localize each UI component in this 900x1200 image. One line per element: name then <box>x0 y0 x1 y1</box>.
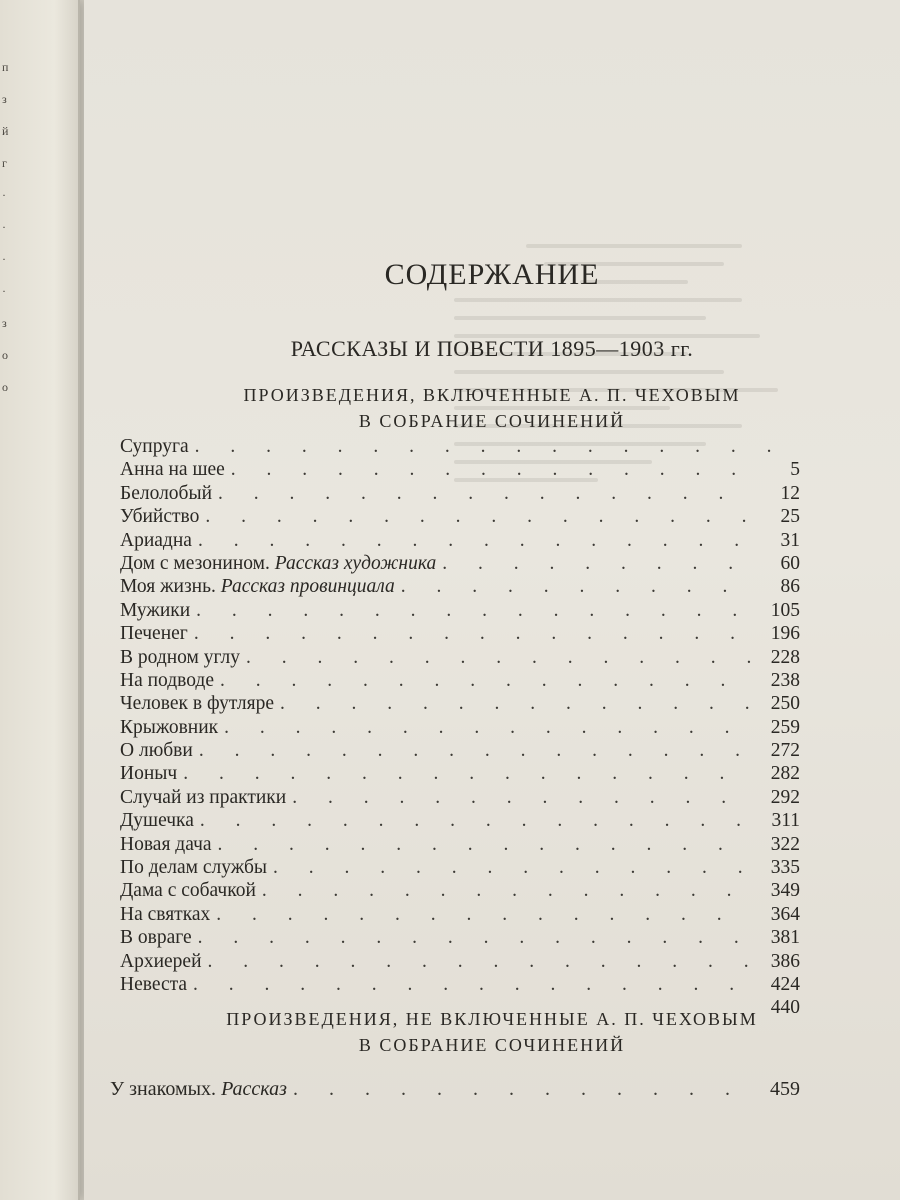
entry-title-text: Печенег <box>120 623 188 645</box>
entry-page-number: 238 <box>770 669 800 691</box>
entry-title-text: Анна на шее <box>120 459 225 481</box>
entry-title-text: В родном углу <box>120 646 241 668</box>
entry-title <box>120 575 395 598</box>
entry-title-text: Мужики <box>120 599 191 621</box>
entry-title <box>120 622 188 645</box>
entry-title-text: Крыжовник <box>120 716 219 738</box>
entry-title-text: Убийство <box>120 506 200 528</box>
dot-leader <box>231 458 752 481</box>
toc-entry[interactable] <box>120 435 800 458</box>
entry-title <box>120 786 286 809</box>
dot-leader <box>442 552 752 575</box>
entry-title-text: На подводе <box>120 669 214 691</box>
entry-title <box>120 505 199 528</box>
dot-leader <box>205 505 752 528</box>
entry-page-number: 282 <box>770 763 800 785</box>
entry-subtitle: Рассказ <box>221 1078 287 1100</box>
entry-title-text: Новая дача <box>120 833 212 855</box>
entry-title-text: Ионыч <box>120 763 178 785</box>
dot-leader <box>198 926 752 949</box>
toc-entry[interactable] <box>120 786 800 809</box>
toc-entry[interactable] <box>120 762 800 785</box>
dot-leader <box>198 529 752 552</box>
facing-page-mark: п <box>2 60 9 74</box>
entry-title <box>120 950 202 973</box>
entry-page-number: 292 <box>770 786 800 808</box>
toc-entry[interactable] <box>120 552 800 575</box>
entry-page-number: 25 <box>780 506 800 528</box>
toc-entry[interactable] <box>120 809 800 832</box>
entry-title <box>120 692 274 715</box>
toc-entry[interactable] <box>120 575 800 598</box>
entry-title-text: О любви <box>120 740 193 762</box>
dot-leader <box>218 482 752 505</box>
section-heading-excluded <box>84 1006 900 1058</box>
entry-title <box>120 599 190 622</box>
entry-title-text: Дама с собачкой <box>120 880 256 902</box>
section-heading-line: ПРОИЗВЕДЕНИЯ, ВКЛЮЧЕННЫЕ А. П. ЧЕХОВЫМ <box>243 385 741 405</box>
entry-page-number: 12 <box>780 482 800 504</box>
page-title: СОДЕРЖАНИЕ <box>384 258 600 291</box>
facing-page-mark: · <box>2 188 6 202</box>
entry-title-text: На святках <box>120 903 211 925</box>
entry-page-number: 364 <box>770 903 800 925</box>
entry-page-number: 386 <box>770 950 800 972</box>
toc-entry[interactable] <box>120 833 800 856</box>
facing-page-mark: з <box>2 92 7 106</box>
facing-page-marks <box>2 60 16 395</box>
facing-page-mark: · <box>2 252 6 266</box>
entry-subtitle: Рассказ художника <box>274 552 437 574</box>
entry-title-text: По делам службы <box>120 857 268 879</box>
dot-leader <box>183 762 752 785</box>
contents-list-excluded <box>110 1078 800 1101</box>
dot-leader <box>246 646 752 669</box>
dot-leader <box>195 435 794 458</box>
entry-title <box>110 1078 287 1101</box>
entry-title-text: Ариадна <box>120 529 192 551</box>
facing-page-mark: · <box>2 220 6 234</box>
entry-page-number: 196 <box>770 623 800 645</box>
section-heading-line: В СОБРАНИЕ СОЧИНЕНИЙ <box>358 1035 626 1055</box>
toc-entry[interactable] <box>120 458 800 481</box>
facing-page-mark: й <box>2 124 9 138</box>
entry-title <box>120 833 212 856</box>
entry-title-text: Моя жизнь. <box>120 576 216 598</box>
dot-leader <box>280 692 752 715</box>
entry-title <box>120 926 192 949</box>
toc-entry[interactable] <box>110 1078 800 1101</box>
toc-entry[interactable] <box>120 669 800 692</box>
section-heading-included <box>84 382 900 434</box>
entry-page-number: 335 <box>770 857 800 879</box>
entry-title <box>120 646 240 669</box>
dot-leader <box>199 739 752 762</box>
entry-title <box>120 529 192 552</box>
dot-leader <box>200 809 752 832</box>
dot-leader <box>292 786 752 809</box>
entry-title <box>120 856 267 879</box>
entry-page-number: 86 <box>780 576 800 598</box>
entry-page-number: 250 <box>770 693 800 715</box>
entry-page-number: 105 <box>770 599 800 621</box>
entry-title-text: Архиерей <box>120 950 202 972</box>
entry-page-number: 5 <box>790 459 800 481</box>
entry-title <box>120 973 187 996</box>
dot-leader <box>220 669 752 692</box>
entry-title <box>120 482 212 505</box>
section-heading-line: ПРОИЗВЕДЕНИЯ, НЕ ВКЛЮЧЕННЫЕ А. П. ЧЕХОВЫМ <box>226 1009 758 1029</box>
entry-title-text: У знакомых. <box>110 1078 217 1100</box>
entry-title-text: Супруга <box>120 436 189 457</box>
entry-page-number: 311 <box>771 810 800 832</box>
entry-page-number: 424 <box>770 973 800 995</box>
entry-page-number: 228 <box>770 646 800 668</box>
entry-title <box>120 739 193 762</box>
dot-leader <box>216 903 752 926</box>
entry-page-number: 60 <box>780 552 800 574</box>
toc-entry[interactable] <box>120 599 800 622</box>
entry-title <box>120 552 436 575</box>
entry-page-number: 272 <box>770 740 800 762</box>
contents-list <box>120 435 800 1020</box>
entry-subtitle: Рассказ провинциала <box>220 576 395 598</box>
entry-title-text: Случай из практики <box>120 786 287 808</box>
toc-entry[interactable] <box>120 622 800 645</box>
dot-leader <box>196 599 752 622</box>
toc-entry[interactable] <box>120 950 800 973</box>
toc-entry[interactable] <box>120 903 800 926</box>
entry-page-number: 381 <box>770 927 800 949</box>
facing-page-mark: г <box>2 156 7 170</box>
entry-title-text: Белолобый <box>120 482 213 504</box>
facing-page-mark: о <box>2 380 8 394</box>
entry-title-text: Невеста <box>120 973 188 995</box>
entry-title <box>120 809 194 832</box>
dot-leader <box>193 973 752 996</box>
toc-entry[interactable] <box>120 692 800 715</box>
entry-page-number: 349 <box>770 880 800 902</box>
dot-leader <box>224 716 752 739</box>
entry-title <box>120 879 256 902</box>
entry-title-text: Душечка <box>120 810 194 832</box>
entry-title <box>120 903 210 926</box>
entry-title <box>120 435 189 458</box>
facing-page-edge <box>0 0 80 1200</box>
dot-leader <box>218 833 752 856</box>
entry-page-number: 440 <box>770 997 800 1019</box>
toc-entry[interactable] <box>120 716 800 739</box>
dot-leader <box>273 856 752 879</box>
entry-title-text: В овраге <box>120 927 192 949</box>
entry-page-number: 322 <box>770 833 800 855</box>
toc-entry[interactable] <box>120 739 800 762</box>
toc-entry[interactable] <box>120 926 800 949</box>
entry-page-number: 31 <box>780 529 800 551</box>
section-subtitle: РАССКАЗЫ И ПОВЕСТИ 1895—1903 гг. <box>290 336 694 361</box>
dot-leader <box>208 950 752 973</box>
entry-page-number: 459 <box>770 1078 800 1100</box>
toc-entry[interactable] <box>120 646 800 669</box>
section-heading-line: В СОБРАНИЕ СОЧИНЕНИЙ <box>358 411 626 431</box>
dot-leader <box>401 575 752 598</box>
dot-leader <box>194 622 752 645</box>
entry-title <box>120 762 177 785</box>
entry-title <box>120 458 225 481</box>
entry-title-text: Человек в футляре <box>120 693 275 715</box>
toc-entry[interactable] <box>120 973 800 996</box>
entry-title <box>120 669 214 692</box>
dot-leader <box>262 879 752 902</box>
entry-page-number: 259 <box>770 716 800 738</box>
dot-leader <box>293 1078 752 1101</box>
entry-title <box>120 716 218 739</box>
facing-page-mark: з <box>2 316 7 330</box>
facing-page-mark: о <box>2 348 8 362</box>
toc-entry[interactable] <box>120 856 800 879</box>
toc-entry[interactable] <box>120 482 800 505</box>
toc-entry[interactable] <box>120 879 800 902</box>
toc-entry[interactable] <box>120 505 800 528</box>
entry-title-text: Дом с мезонином. <box>120 552 270 574</box>
toc-entry[interactable] <box>120 529 800 552</box>
facing-page-mark: · <box>2 284 6 298</box>
